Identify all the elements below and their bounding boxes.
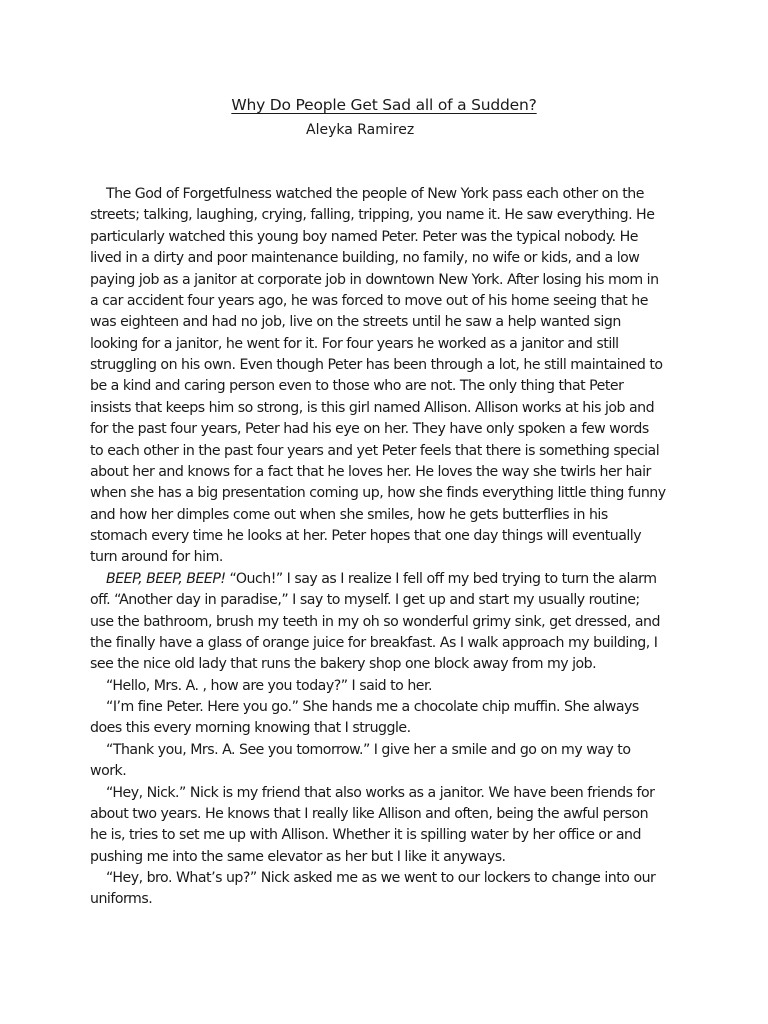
text-line <box>90 654 690 675</box>
line-text: turn around for him. <box>90 549 223 566</box>
line-text: a car accident four years ago, he was forced to move out of his home seeing that he <box>90 292 648 309</box>
text-line <box>90 270 690 291</box>
text-line <box>90 783 690 804</box>
line-text: the finally have a glass of orange juice for breakfast. As I walk approach my building, I <box>90 634 658 651</box>
italic-text: BEEP, BEEP, BEEP! <box>106 570 226 587</box>
line-text: stomach every time he looks at her. Peter hopes that one day things will eventually <box>90 528 642 544</box>
line-text: particularly watched this young boy named Peter. Peter was the typical nobody. He <box>90 228 638 245</box>
text-line <box>90 205 690 226</box>
document-title-text: Why Do People Get Sad all of a Sudden? <box>231 96 537 114</box>
line-text: insists that keeps him so strong, is this girl named Allison. Allison works at his job and <box>90 399 655 416</box>
text-line <box>90 676 690 697</box>
text-line <box>90 483 690 504</box>
text-line <box>90 633 690 654</box>
text-line <box>90 804 690 825</box>
line-text: The God of Forgetfulness watched the people of New York pass each other on the <box>106 186 644 202</box>
line-text: “Hey, bro. What’s up?” Nick asked me as we went to our lockers to change into our <box>106 870 656 886</box>
text-line <box>90 505 690 526</box>
line-text: “Hello, Mrs. A. , how are you today?” I said to her. <box>106 677 433 694</box>
line-text: for the past four years, Peter had his eye on her. They have only spoken a few words <box>90 421 649 438</box>
text-line <box>90 355 690 376</box>
line-text: he is, tries to set me up with Allison. Whether it is spilling water by her office or and <box>90 827 641 844</box>
line-text: lived in a dirty and poor maintenance building, no family, no wife or kids, and a low <box>90 250 640 267</box>
line-text: “Ouch!” I say as I realize I fell off my bed trying to turn the alarm <box>225 570 657 587</box>
line-text: be a kind and caring person even to those who are not. The only thing that Peter <box>90 378 624 395</box>
text-line <box>90 590 690 611</box>
line-text: uniforms. <box>90 891 153 908</box>
line-text: to each other in the past four years and yet Peter feels that there is something special <box>90 442 660 459</box>
text-line <box>90 334 690 355</box>
text-line <box>90 569 690 590</box>
text-line <box>90 526 690 547</box>
text-line <box>90 761 690 782</box>
text-line <box>90 740 690 761</box>
text-line <box>90 441 690 462</box>
line-text: and how her dimples come out when she smiles, how he gets butterflies in his <box>90 506 608 523</box>
line-text: “Thank you, Mrs. A. See you tomorrow.” I give her a smile and go on my way to <box>106 741 631 758</box>
text-line <box>90 697 690 718</box>
line-text: about her and knows for a fact that he loves her. He loves the way she twirls her hair <box>90 463 651 480</box>
line-text: does this every morning knowing that I struggle. <box>90 720 411 737</box>
text-line <box>90 184 690 205</box>
text-line <box>90 612 690 633</box>
text-line <box>90 868 690 889</box>
text-line <box>90 462 690 483</box>
text-line <box>90 547 690 568</box>
text-line <box>90 847 690 868</box>
line-text: work. <box>90 763 127 780</box>
line-text: when she has a big presentation coming up, how she finds everything little thing funny <box>90 485 666 502</box>
text-line <box>90 227 690 248</box>
text-line <box>90 889 690 910</box>
text-line <box>90 718 690 739</box>
line-text: pushing me into the same elevator as her but I like it anyways. <box>90 848 506 865</box>
document-author: Aleyka Ramirez <box>306 122 415 138</box>
line-text: “Hey, Nick.” Nick is my friend that also works as a janitor. We have been friends for <box>106 784 655 801</box>
line-text: off. “Another day in paradise,” I say to myself. I get up and start my usually routine; <box>90 592 640 609</box>
line-text: “I’m fine Peter. Here you go.” She hands me a chocolate chip muffin. She always <box>106 699 639 715</box>
line-text: was eighteen and had no job, live on the streets until he saw a help wanted sign <box>90 314 621 331</box>
text-line <box>90 398 690 419</box>
text-line <box>90 291 690 312</box>
line-text: paying job as a janitor at corporate job in downtown New York. After losing his mom in <box>90 271 659 288</box>
text-line <box>90 248 690 269</box>
line-text: streets; talking, laughing, crying, falling, tripping, you name it. He saw everything. He <box>90 207 655 224</box>
text-line <box>90 312 690 333</box>
text-line <box>90 825 690 846</box>
line-text: looking for a janitor, he went for it. For four years he worked as a janitor and still <box>90 335 619 352</box>
document-title <box>0 94 768 116</box>
line-text: use the bathroom, brush my teeth in my oh so wonderful grimy sink, get dressed, and <box>90 613 660 630</box>
text-line <box>90 419 690 440</box>
line-text: struggling on his own. Even though Peter has been through a lot, he still maintained to <box>90 357 663 373</box>
text-line <box>90 376 690 397</box>
line-text: see the nice old lady that runs the bakery shop one block away from my job. <box>90 656 597 673</box>
line-text: about two years. He knows that I really like Allison and often, being the awful person <box>90 805 649 822</box>
story-body <box>90 184 690 911</box>
